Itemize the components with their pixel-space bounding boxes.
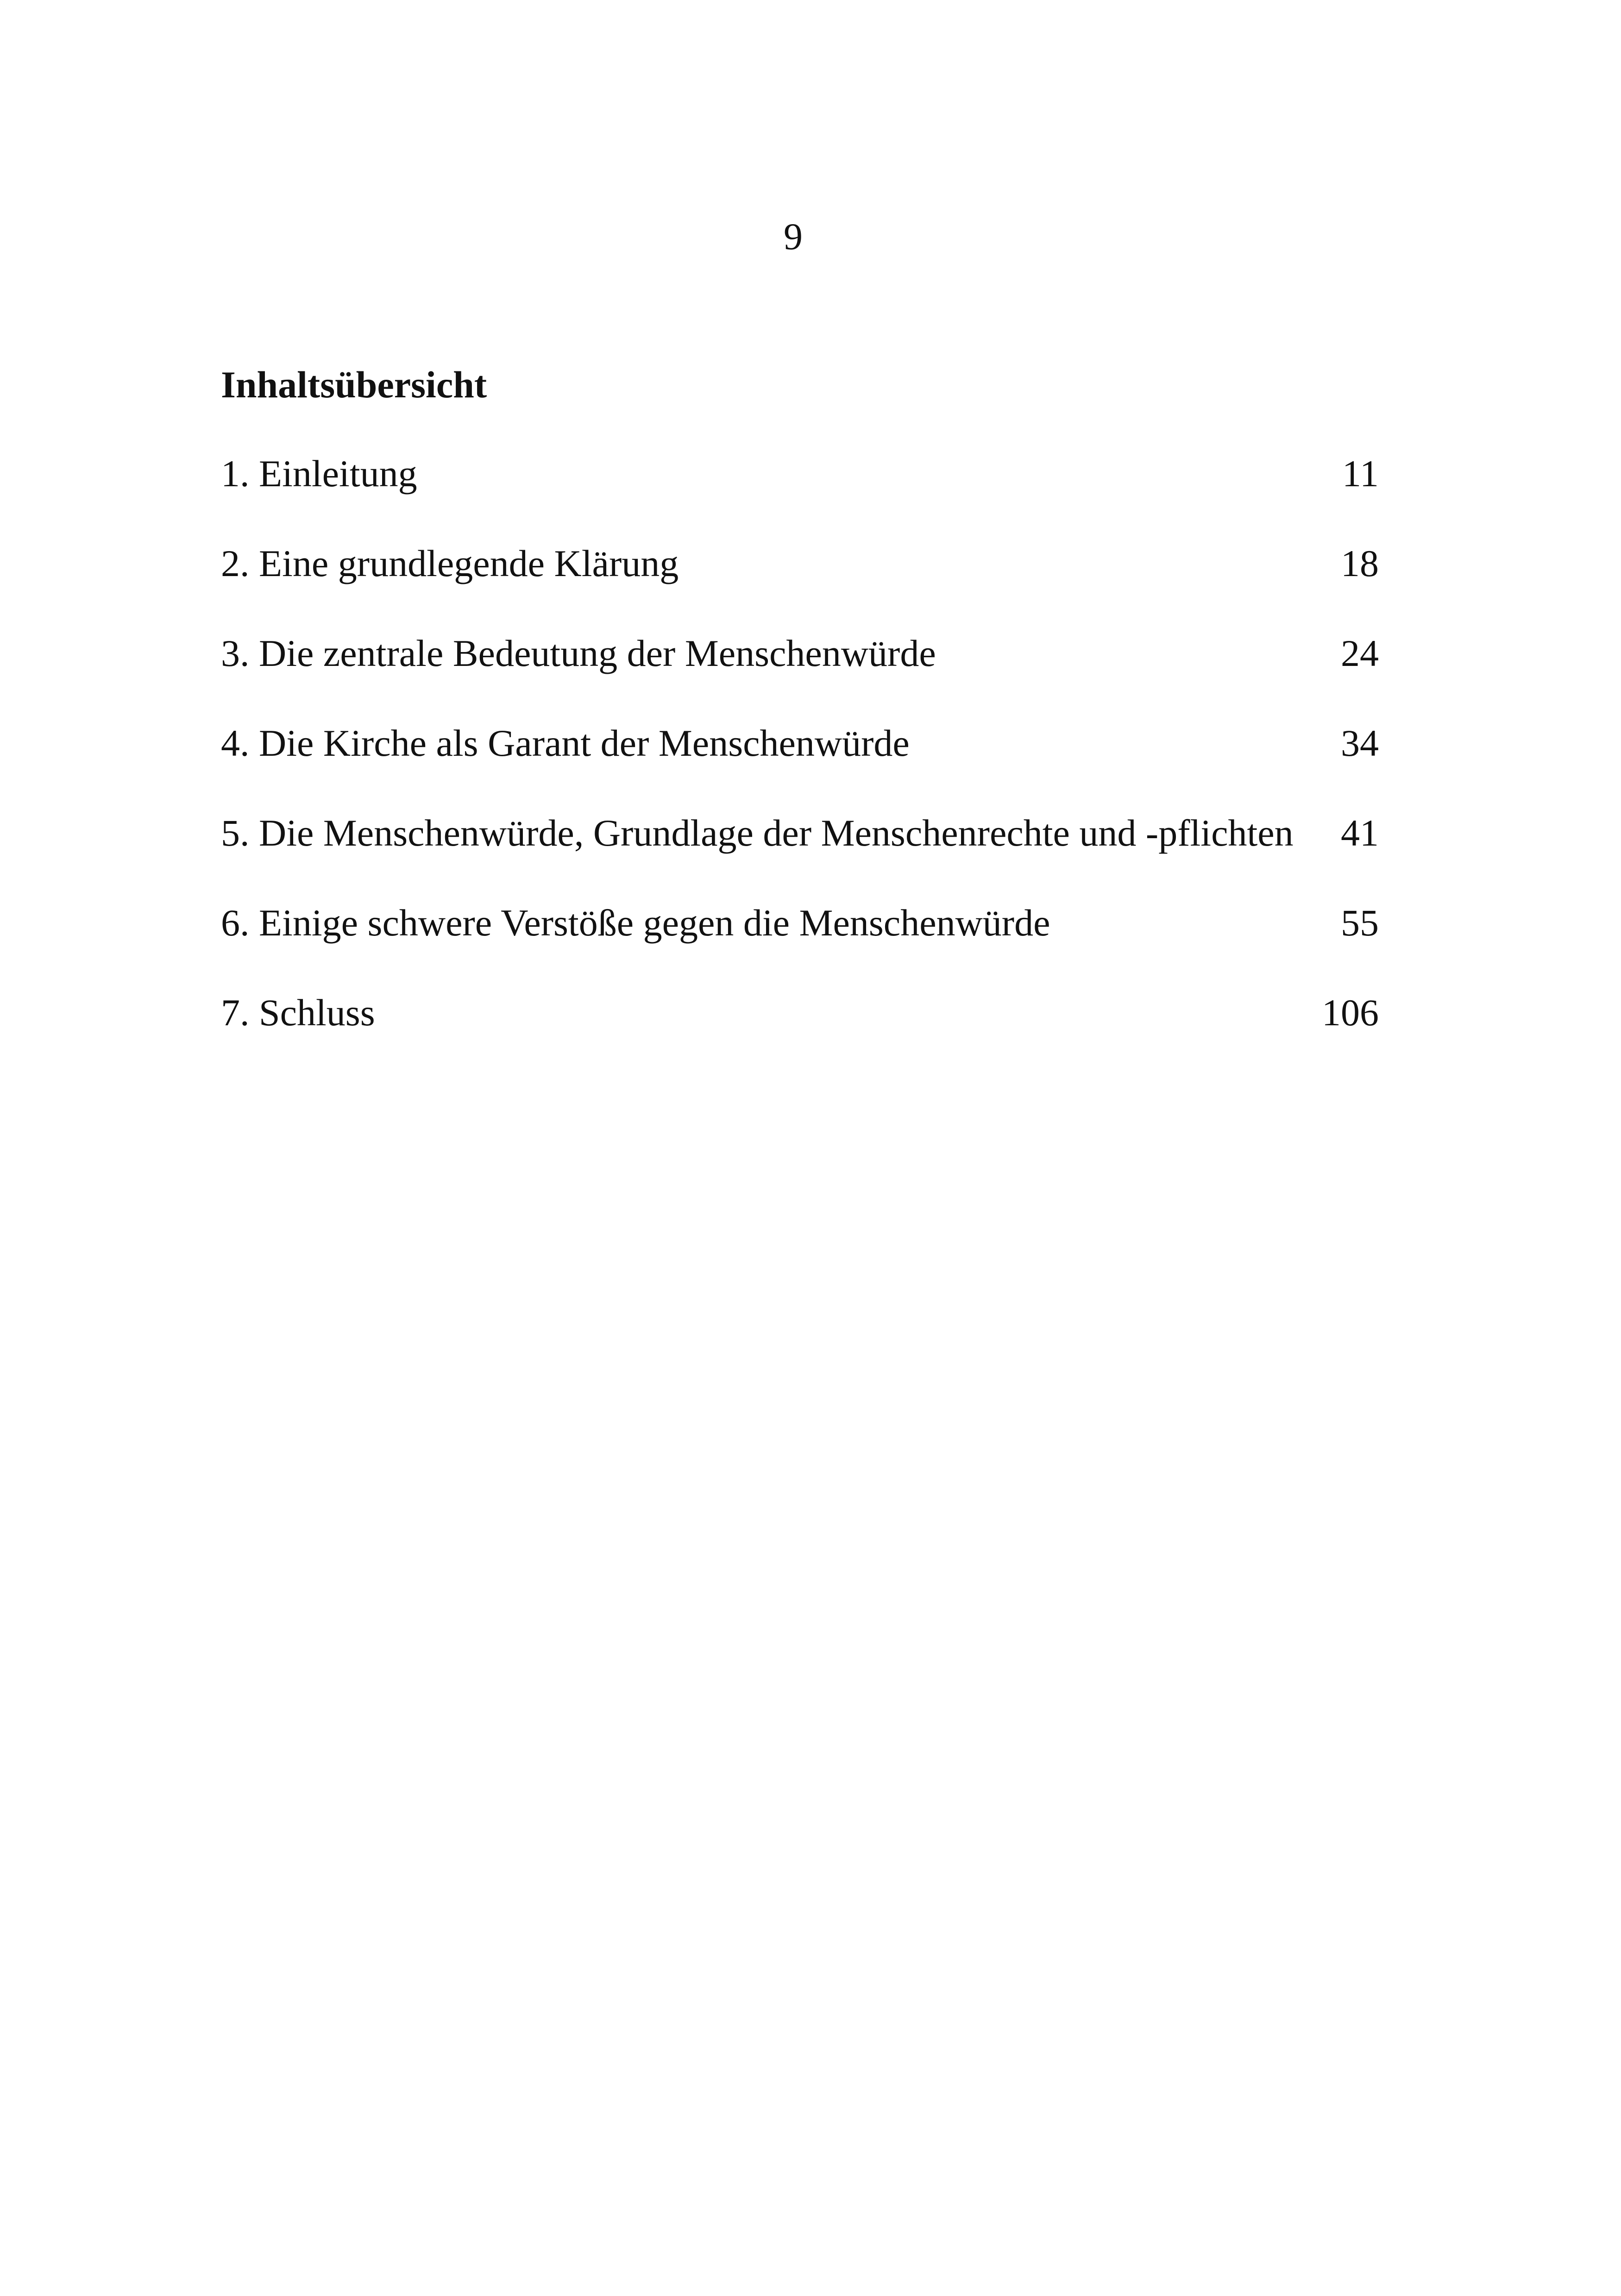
- toc-entry-title: 7. Schluss: [221, 991, 375, 1034]
- toc-entry-title: 2. Eine grundlegende Klärung: [221, 542, 679, 584]
- toc-entry-title: 6. Einige schwere Verstöße gegen die Menschenwürde: [221, 902, 1050, 944]
- toc-heading: Inhaltsübersicht: [221, 364, 487, 406]
- toc-entry: [221, 542, 1379, 634]
- toc-entry: [221, 814, 1379, 904]
- table-of-contents: [221, 452, 1379, 1084]
- toc-entry-title: 3. Die zentrale Bedeutung der Menschenwürde: [221, 632, 936, 674]
- toc-entry-title: 4. Die Kirche als Garant der Menschenwürde: [221, 722, 910, 764]
- toc-entry-page: 11: [1342, 452, 1379, 495]
- page-number: 9: [784, 215, 803, 257]
- toc-entry: [221, 724, 1379, 814]
- toc-entry-title: 1. Einleitung: [221, 452, 417, 495]
- toc-entry: [221, 452, 1379, 545]
- toc-entry-page: 34: [1341, 722, 1379, 764]
- toc-entry-title: 5. Die Menschenwürde, Grundlage der Menschenrechte und -pflichten: [221, 812, 1294, 854]
- toc-entry: [221, 904, 1379, 994]
- toc-entry-page: 55: [1341, 902, 1379, 944]
- toc-entry-page: 18: [1341, 542, 1379, 584]
- toc-entry-page: 24: [1341, 632, 1379, 674]
- toc-entry: [221, 634, 1379, 724]
- toc-entry-page: 106: [1322, 991, 1379, 1034]
- toc-entry: [221, 991, 1379, 1084]
- toc-entry-page: 41: [1341, 812, 1379, 854]
